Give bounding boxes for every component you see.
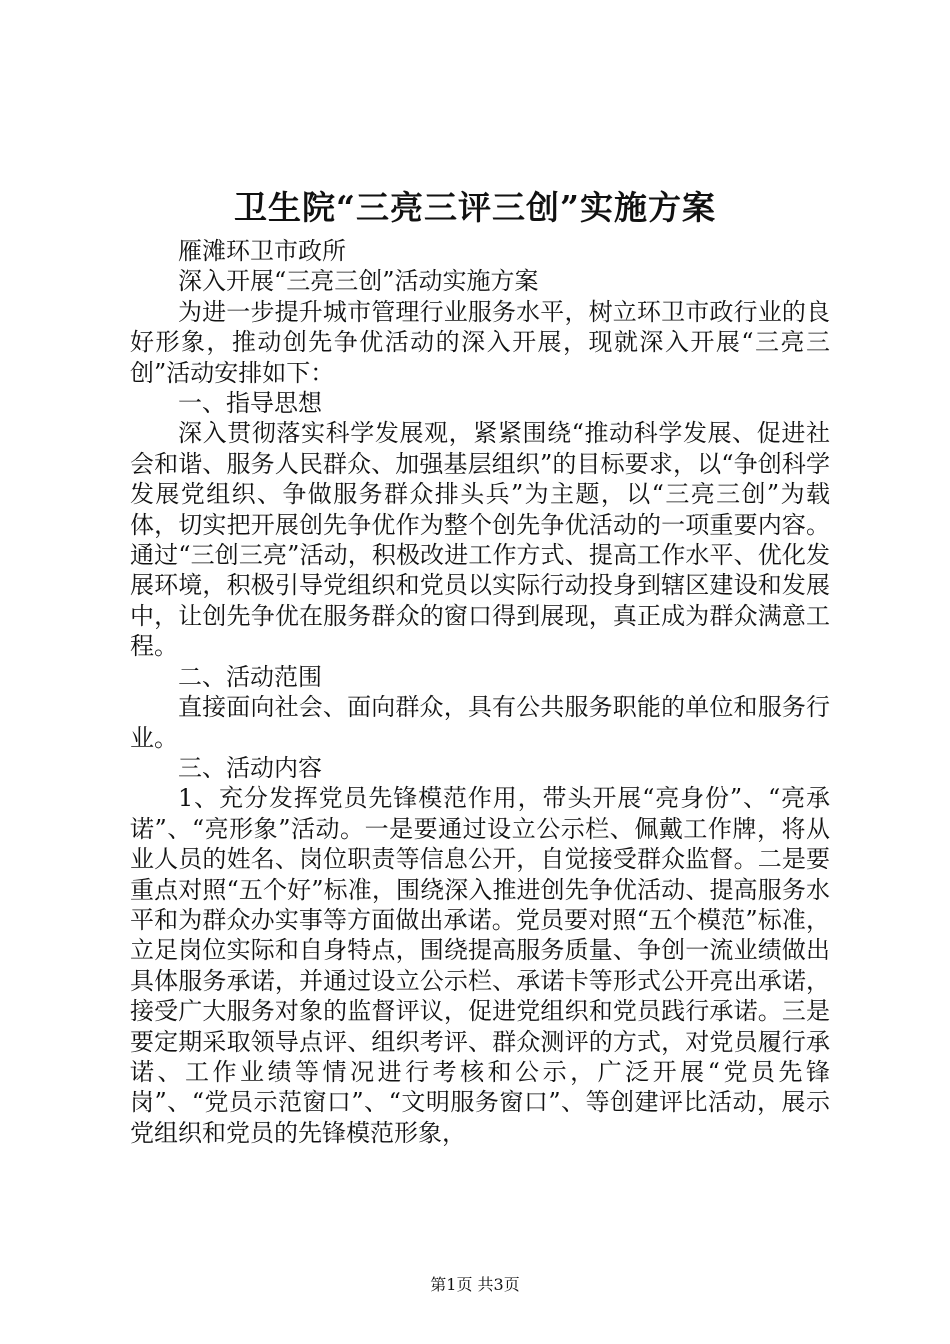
scope-paragraph: 直接面向社会、面向群众，具有公共服务职能的单位和服务行业。 — [130, 693, 830, 752]
organization-name: 雁滩环卫市政所 — [178, 237, 346, 265]
intro-paragraph: 为进一步提升城市管理行业服务水平，树立环卫市政行业的良好形象，推动创先争优活动的深入开展，现就深入开展“三亮三创”活动安排如下： — [130, 297, 830, 387]
guiding-ideology-paragraph: 深入贯彻落实科学发展观，紧紧围绕“推动科学发展、促进社会和谐、服务人民群众、加强基层组织”的目标要求，以“争创科学发展党组织、争做服务群众排头兵”为主题，以“三亮三创”为载体，切实把开展创先争优作为整个创先争优活动的一项重要内容。通过“三创三亮”活动，积极改进工作方式、提高工作水平、优化发展环境，积极引导党组织和党员以实际行动投身到辖区建设和发展中，让创先争优在服务群众的窗口得到展现，真正成为群众满意工程。 — [130, 419, 830, 661]
document-title: 卫生院“三亮三评三创”实施方案 — [234, 188, 716, 227]
section-heading-content: 三、活动内容 — [178, 753, 322, 782]
page-footer: 第1页 共3页 — [430, 1275, 520, 1294]
plan-subtitle: 深入开展“三亮三创”活动实施方案 — [178, 267, 539, 296]
section-heading-guiding-ideology: 一、指导思想 — [178, 389, 322, 418]
document-body — [130, 236, 830, 1148]
content-paragraph-1: 1、充分发挥党员先锋模范作用，带头开展“亮身份”、“亮承诺”、“亮形象”活动。一是要通过设立公示栏、佩戴工作牌，将从业人员的姓名、岗位职责等信息公开，自觉接受群众监督。二是要重点对照“五个好”标准，围绕深入推进创先争优活动、提高服务水平和为群众办实事等方面做出承诺。党员要对照“五个模范”标准，立足岗位实际和自身特点，围绕提高服务质量、争创一流业绩做出具体服务承诺，并通过设立公示栏、承诺卡等形式公开亮出承诺，接受广大服务对象的监督评议，促进党组织和党员践行承诺。三是要定期采取领导点评、组织考评、群众测评的方式，对党员履行承诺、工作业绩等情况进行考核和公示，广泛开展“党员先锋岗”、“党员示范窗口”、“文明服务窗口”、等创建评比活动，展示党组织和党员的先锋模范形象， — [130, 784, 830, 1147]
section-heading-scope: 二、活动范围 — [178, 662, 322, 691]
